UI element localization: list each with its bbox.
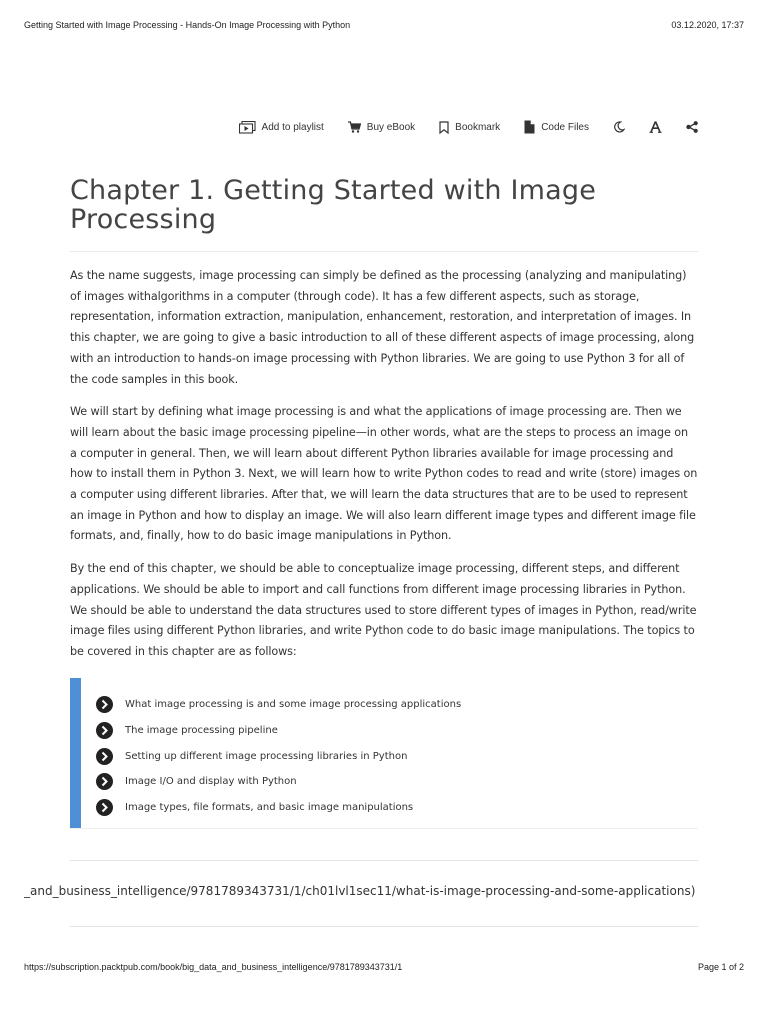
topic-text: What image processing is and some image processing applications	[125, 699, 462, 711]
topic-text: The image processing pipeline	[125, 725, 278, 737]
code-files-button[interactable]	[524, 120, 589, 134]
link-url-text[interactable]: _and_business_intelligence/9781789343731/1/ch01lvl1sec11/what-is-image-processing-and-some-applications)	[24, 884, 696, 898]
list-item	[96, 795, 461, 821]
bookmark-icon	[439, 121, 449, 134]
share-icon	[686, 121, 698, 133]
font-settings-button[interactable]	[649, 121, 662, 133]
section-divider	[70, 926, 698, 927]
paragraph: We will start by defining what image processing is and what the applications of image processing are. Then we will learn about the basic image processing pipeline—in other words, what are the steps to process an image on a computer in general. Then, we will learn about different Python libraries available for image processing and how to install them in Python 3. Next, we will learn how to write Python codes to read and write (store) images on a computer using different libraries. After that, we will learn the data structures that are to be used to represent an image in Python and how to display an image. We will also learn different image types and different image file formats, and, finally, how to do basic image manipulations in Python.	[70, 405, 698, 543]
dark-mode-toggle[interactable]	[613, 121, 625, 133]
topics-accent-bar	[70, 678, 81, 828]
code-files-label: Code Files	[541, 121, 589, 133]
chapter-body	[70, 266, 698, 675]
topic-text: Setting up different image processing libraries in Python	[125, 750, 408, 762]
chapter-title: Chapter 1. Getting Started with Image Processing	[70, 175, 597, 235]
share-button[interactable]	[686, 121, 698, 133]
topics-list	[96, 692, 461, 820]
print-footer	[24, 962, 744, 972]
buy-ebook-button[interactable]	[348, 121, 415, 133]
topic-text: Image I/O and display with Python	[125, 776, 297, 788]
chevron-circle-icon	[96, 748, 113, 765]
print-doc-title: Getting Started with Image Processing - Hands-On Image Processing with Python	[24, 20, 351, 30]
topic-text: Image types, file formats, and basic image manipulations	[125, 802, 414, 814]
print-datetime: 03.12.2020, 17:37	[671, 20, 744, 30]
paragraph: By the end of this chapter, we should be able to conceptualize image processing, different steps, and different applications. We should be able to import and call functions from different image processing libraries in Python. We should be able to understand the data structures used to store different types of images in Python, read/write image files using different Python libraries, and write Python code to do basic image manipulations. The topics to be covered in this chapter are as follows:	[70, 562, 697, 658]
print-header	[24, 20, 744, 30]
add-to-playlist-label: Add to playlist	[261, 121, 324, 133]
list-item	[96, 743, 461, 769]
playlist-icon	[239, 121, 256, 134]
buy-ebook-label: Buy eBook	[366, 121, 416, 133]
title-divider	[70, 251, 698, 252]
chevron-circle-icon	[96, 722, 113, 739]
chevron-circle-icon	[96, 773, 113, 790]
section-divider	[70, 860, 698, 861]
add-to-playlist-button[interactable]	[239, 121, 324, 134]
chevron-circle-icon	[96, 696, 113, 713]
paragraph: As the name suggests, image processing can simply be defined as the processing (analyzing and manipulating) of images withalgorithms in a computer (through code). It has a few different aspects, such as storage, representation, information extraction, manipulation, enhancement, restoration, and interpretation of images. In this chapter, we are going to give a basic introduction to all of these different aspects of image processing, along with an introduction to hands-on image processing with Python libraries. We are going to use Python 3 for all of the code samples in this book.	[70, 269, 695, 386]
chevron-circle-icon	[96, 799, 113, 816]
list-item	[96, 692, 461, 718]
topics-list-box	[70, 678, 698, 829]
print-page-number: Page 1 of 2	[697, 962, 744, 972]
print-page-url: https://subscription.packtpub.com/book/big_data_and_business_intelligence/9781789343731/1	[24, 962, 403, 972]
list-item	[96, 769, 461, 795]
bookmark-button[interactable]	[439, 121, 500, 134]
list-item	[96, 718, 461, 744]
font-icon	[649, 121, 662, 133]
moon-icon	[613, 121, 625, 133]
cart-icon	[348, 121, 361, 133]
bookmark-label: Bookmark	[455, 121, 501, 133]
toolbar	[215, 120, 698, 134]
file-icon	[524, 120, 535, 134]
